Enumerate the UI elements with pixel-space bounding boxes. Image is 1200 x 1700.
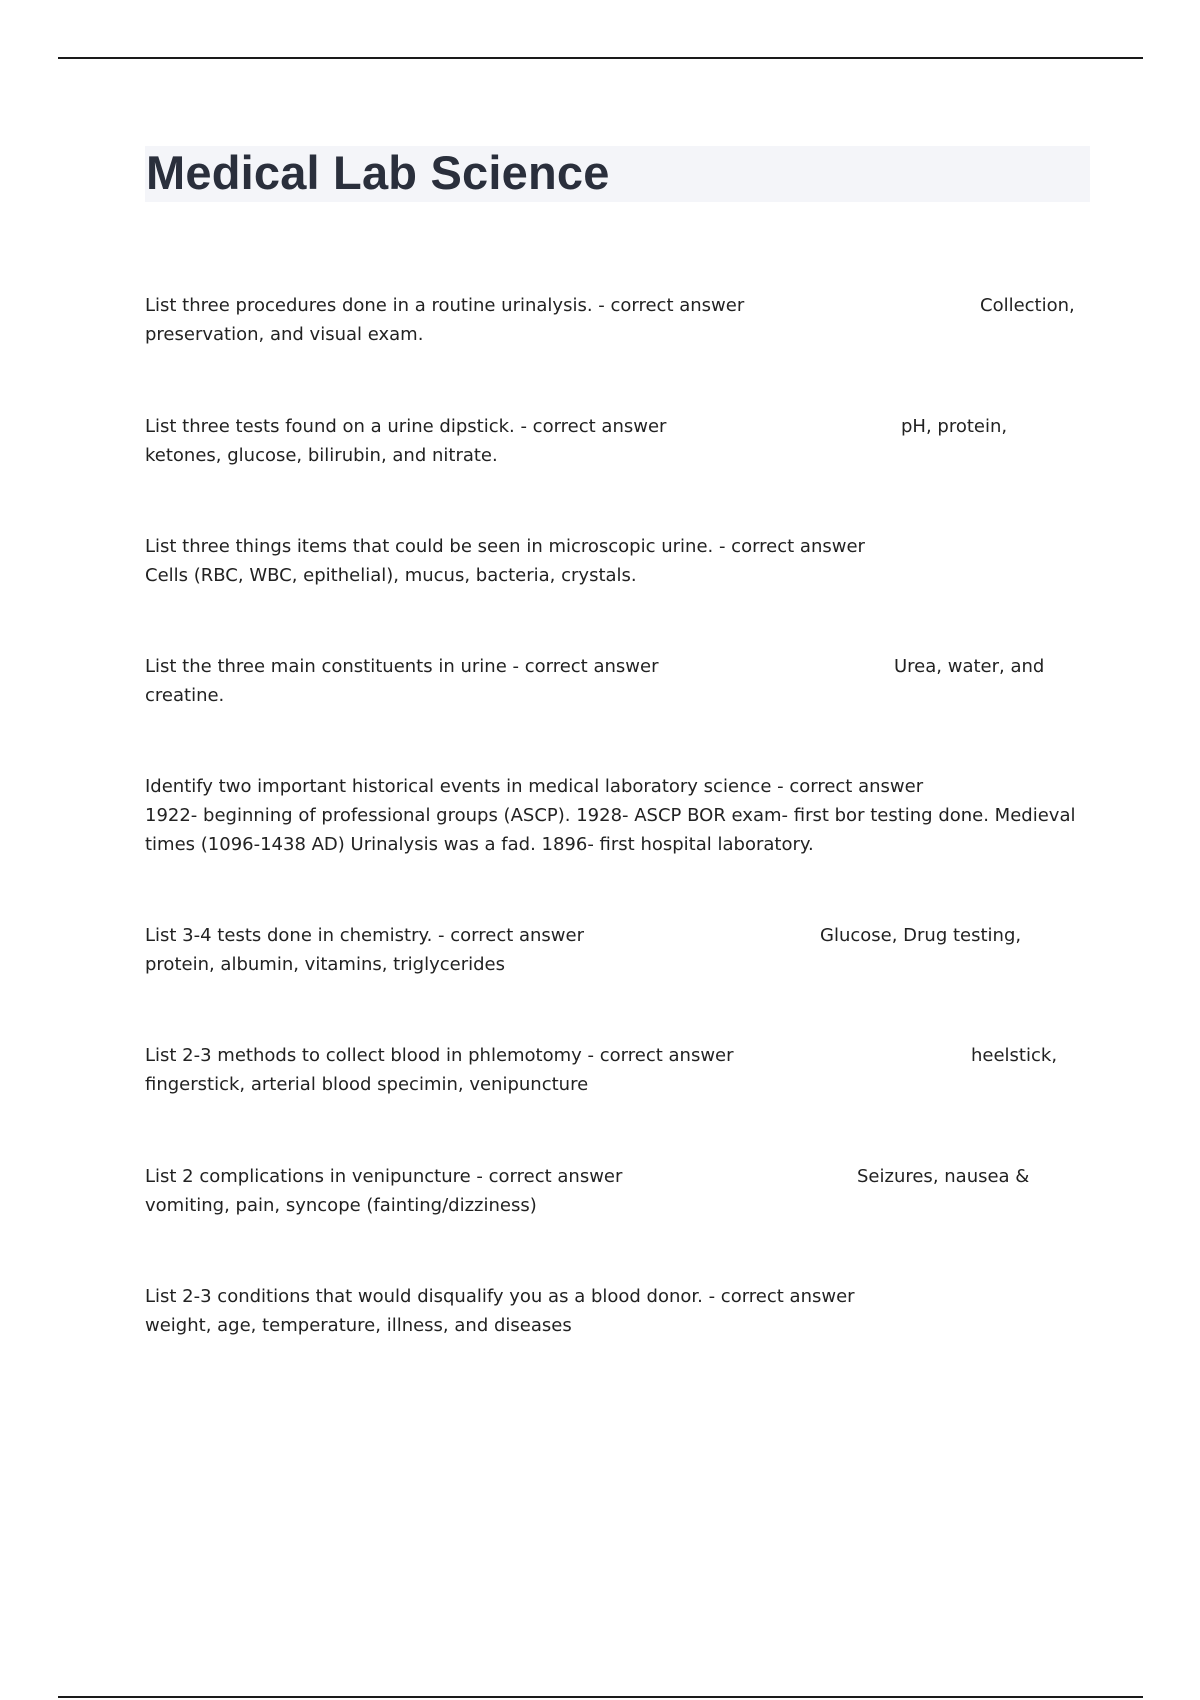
answer-text: fingerstick, arterial blood specimin, venipuncture <box>145 1074 589 1095</box>
answer-text: creatine. <box>145 685 225 706</box>
question-text: Identify two important historical events in medical laboratory science - correct answer <box>145 776 924 797</box>
answer-text: Cells (RBC, WBC, epithelial), mucus, bacteria, crystals. <box>145 565 637 586</box>
question-text: List three procedures done in a routine urinalysis. - correct answer <box>145 295 745 316</box>
qa-item-urinalysis-procedures <box>145 291 1085 349</box>
page-title: Medical Lab Science <box>146 146 610 199</box>
qa-item-phlebotomy-methods <box>145 1041 1085 1099</box>
question-text: List three tests found on a urine dipstick. - correct answer <box>145 416 667 437</box>
qa-item-microscopic-urine <box>145 532 1085 590</box>
answer-text: preservation, and visual exam. <box>145 324 424 345</box>
answer-text: 1922- beginning of professional groups (ASCP). 1928- ASCP BOR exam- first bor testing done. Medieval times (1096-1438 AD) Urinalysis was a fad. 1896- first hospital laboratory. <box>145 805 1076 855</box>
question-text: List the three main constituents in urine - correct answer <box>145 656 659 677</box>
answer-start: Collection, <box>980 295 1075 316</box>
qa-item-urine-dipstick <box>145 412 1085 470</box>
question-text: List three things items that could be seen in microscopic urine. - correct answer <box>145 536 865 557</box>
question-text: List 2-3 methods to collect blood in phlemotomy - correct answer <box>145 1045 734 1066</box>
qa-item-historical-events <box>145 772 1085 859</box>
top-rule <box>58 57 1143 59</box>
answer-start: Seizures, nausea & <box>857 1166 1030 1187</box>
qa-item-blood-donor-disqualify <box>145 1282 1085 1340</box>
qa-item-chemistry-tests <box>145 921 1085 979</box>
answer-text: weight, age, temperature, illness, and diseases <box>145 1315 572 1336</box>
question-text: List 2 complications in venipuncture - correct answer <box>145 1166 623 1187</box>
answer-start: Glucose, Drug testing, <box>820 925 1022 946</box>
answer-text: protein, albumin, vitamins, triglycerides <box>145 954 505 975</box>
question-text: List 2-3 conditions that would disqualify you as a blood donor. - correct answer <box>145 1286 855 1307</box>
qa-item-urine-constituents <box>145 652 1085 710</box>
bottom-rule <box>58 1696 1143 1698</box>
answer-text: ketones, glucose, bilirubin, and nitrate. <box>145 445 498 466</box>
answer-start: Urea, water, and <box>894 656 1045 677</box>
question-text: List 3-4 tests done in chemistry. - correct answer <box>145 925 585 946</box>
answer-text: vomiting, pain, syncope (fainting/dizziness) <box>145 1195 537 1216</box>
answer-start: heelstick, <box>971 1045 1058 1066</box>
qa-item-venipuncture-complications <box>145 1162 1085 1220</box>
answer-start: pH, protein, <box>901 416 1008 437</box>
